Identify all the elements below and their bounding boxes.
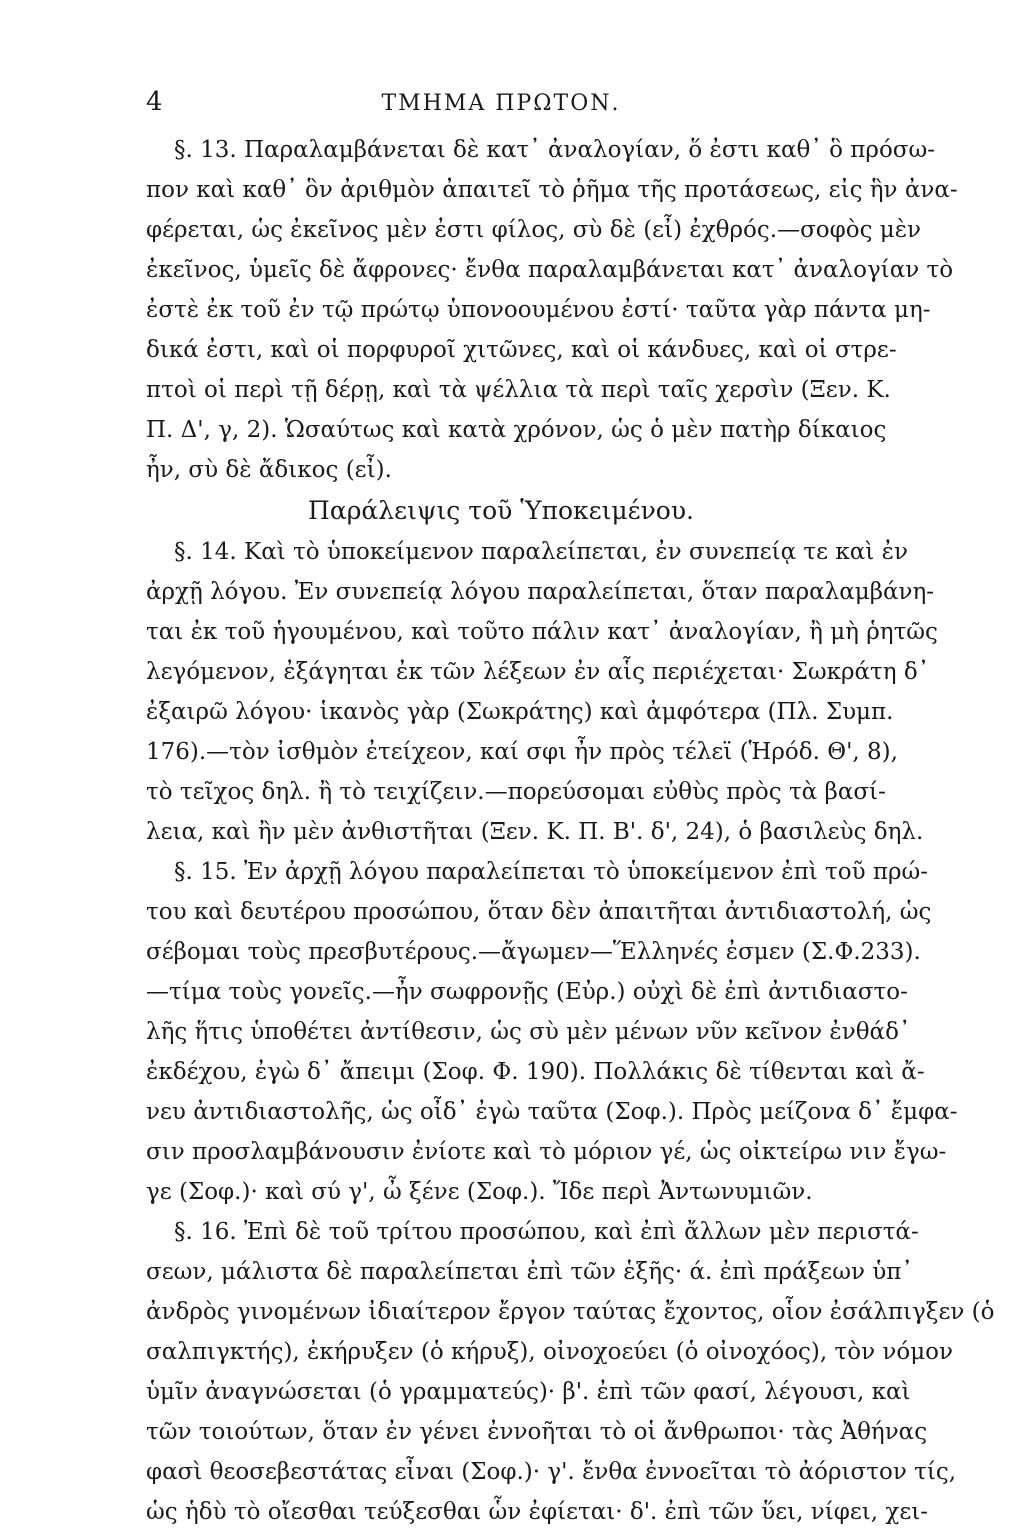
text-line: τὸ τεῖχος δηλ. ἢ τὸ τειχίζειν.—πορεύσομαι εὐθὺς πρὸς τὰ βασί- (146, 779, 886, 805)
text-line: §. 14. Καὶ τὸ ὑποκείμενον παραλείπεται, ἐν συνεπείᾳ τε καὶ ἐν (174, 539, 908, 565)
main-text (146, 130, 995, 1532)
text-line: φασὶ θεοσεβεστάτας εἶναι (Σοφ.)· γ'. ἔνθα ἐννοεῖται τὸ ἀόριστον τίς, (146, 1459, 957, 1485)
page-number: 4 (146, 87, 163, 117)
text-line: §. 13. Παραλαμβάνεται δὲ κατ᾽ ἀναλογίαν, ὅ ἐστι καθ᾽ ὃ πρόσω- (174, 137, 936, 163)
text-line: ἐκδέχου, ἐγὼ δ᾽ ἄπειμι (Σοφ. Φ. 190). Πολλάκις δὲ τίθενται καὶ ἄ- (146, 1059, 925, 1085)
text-line: σέβομαι τοὺς πρεσβυτέρους.—ἄγωμεν—Ἕλληνές ἐσμεν (Σ.Φ.233). (146, 939, 921, 965)
text-line: νευ ἀντιδιαστολῆς, ὡς οἶδ᾽ ἐγὼ ταῦτα (Σοφ.). Πρὸς μείζονα δ᾽ ἔμφα- (146, 1099, 958, 1125)
text-line: §. 16. Ἐπὶ δὲ τοῦ τρίτου προσώπου, καὶ ἐπὶ ἄλλων μὲν περιστά- (174, 1219, 919, 1245)
text-line: ἐξαιρῶ λόγου· ἱκανὸς γὰρ (Σωκράτης) καὶ ἀμφότερα (Πλ. Συμπ. (146, 699, 894, 725)
text-line: ται ἐκ τοῦ ἡγουμένου, καὶ τοῦτο πάλιν κατ᾽ ἀναλογίαν, ἢ μὴ ῥητῶς (146, 619, 938, 645)
text-line: ἀνδρὸς γινομένων ἰδιαίτερον ἔργον ταύτας ἔχοντος, οἷον ἐσάλπιγξεν (ὁ (146, 1299, 995, 1325)
running-head: ΤΜΗΜΑ ΠΡΩΤΟΝ. (381, 91, 621, 116)
section-heading: Παράλειψις τοῦ Ὑποκειμένου. (308, 496, 694, 525)
text-line: γε (Σοφ.)· καὶ σύ γ', ὦ ξένε (Σοφ.). Ἴδε περὶ Ἀντωνυμιῶν. (146, 1179, 813, 1205)
text-line: λεγόμενον, ἐξάγηται ἐκ τῶν λέξεων ἐν αἷς περιέχεται· Σωκράτη δ᾽ (146, 659, 930, 685)
text-line: δικά ἐστι, καὶ οἱ πορφυροῖ χιτῶνες, καὶ οἱ κάνδυες, καὶ οἱ στρε- (146, 337, 897, 363)
text-line: ἀρχῇ λόγου. Ἐν συνεπείᾳ λόγου παραλείπεται, ὅταν παραλαμβάνη- (146, 579, 935, 605)
page-header (146, 84, 856, 124)
text-line: ἦν, σὺ δὲ ἄδικος (εἶ). (146, 457, 392, 483)
text-line: ὡς ἡδὺ τὸ οἴεσθαι τεύξεσθαι ὧν ἐφίεται· δ'. ἐπὶ τῶν ὕει, νίφει, χει- (146, 1499, 929, 1525)
text-line: πον καὶ καθ᾽ ὃν ἀριθμὸν ἀπαιτεῖ τὸ ῥῆμα τῆς προτάσεως, εἰς ἣν ἀνα- (146, 177, 958, 203)
text-line: πτοὶ οἱ περὶ τῇ δέρῃ, καὶ τὰ ψέλλια τὰ περὶ ταῖς χερσὶν (Ξεν. Κ. (146, 377, 891, 403)
text-line: λεια, καὶ ἢν μὲν ἀνθιστῆται (Ξεν. Κ. Π. Β'. δ', 24), ὁ βασιλεὺς δηλ. (146, 819, 924, 845)
text-line: σιν προσλαμβάνουσιν ἐνίοτε καὶ τὸ μόριον γέ, ὡς οἰκτείρω νιν ἔγω- (146, 1139, 947, 1165)
text-line: 176).—τὸν ἰσθμὸν ἐτείχεον, καί σφι ἦν πρὸς τέλεϊ (Ἡρόδ. Θ', 8), (146, 739, 898, 765)
text-line: Π. Δ', γ, 2). Ὡσαύτως καὶ κατὰ χρόνον, ὡς ὁ μὲν πατὴρ δίκαιος (146, 417, 887, 443)
text-line: ὑμῖν ἀναγνώσεται (ὁ γραμματεύς)· β'. ἐπὶ τῶν φασί, λέγουσι, καὶ (146, 1379, 911, 1405)
text-line: φέρεται, ὡς ἐκεῖνος μὲν ἐστι φίλος, σὺ δὲ (εἶ) ἐχθρός.—σοφὸς μὲν (146, 217, 922, 243)
text-line: —τίμα τοὺς γονεῖς.—ἦν σωφρονῇς (Εὐρ.) οὐχὶ δὲ ἐπὶ ἀντιδιαστο- (146, 979, 908, 1005)
text-line: ἐστὲ ἐκ τοῦ ἐν τῷ πρώτῳ ὑπονοουμένου ἐστί· ταῦτα γὰρ πάντα μη- (146, 297, 931, 323)
text-line: λῆς ἥτις ὑποθέτει ἀντίθεσιν, ὡς σὺ μὲν μένων νῦν κεῖνον ἐνθάδ᾽ (146, 1019, 911, 1045)
text-line: του καὶ δευτέρου προσώπου, ὅταν δὲν ἀπαιτῆται ἀντιδιαστολή, ὡς (146, 899, 932, 925)
text-line: σεων, μάλιστα δὲ παραλείπεται ἐπὶ τῶν ἑξῆς· ά. ἐπὶ πράξεων ὑπ᾽ (146, 1259, 913, 1285)
text-line: τῶν τοιούτων, ὅταν ἐν γένει ἐννοῆται τὸ οἱ ἄνθρωποι· τὰς Ἀθήνας (146, 1419, 928, 1445)
text-line: σαλπιγκτής), ἐκήρυξεν (ὁ κήρυξ), οἰνοχοεύει (ὁ οἰνοχόος), τὸν νόμον (146, 1339, 953, 1365)
text-line: §. 15. Ἐν ἀρχῇ λόγου παραλείπεται τὸ ὑποκείμενον ἐπὶ τοῦ πρώ- (174, 859, 929, 885)
text-line: ἐκεῖνος, ὑμεῖς δὲ ἄφρονες· ἔνθα παραλαμβάνεται κατ᾽ ἀναλογίαν τὸ (146, 257, 954, 283)
